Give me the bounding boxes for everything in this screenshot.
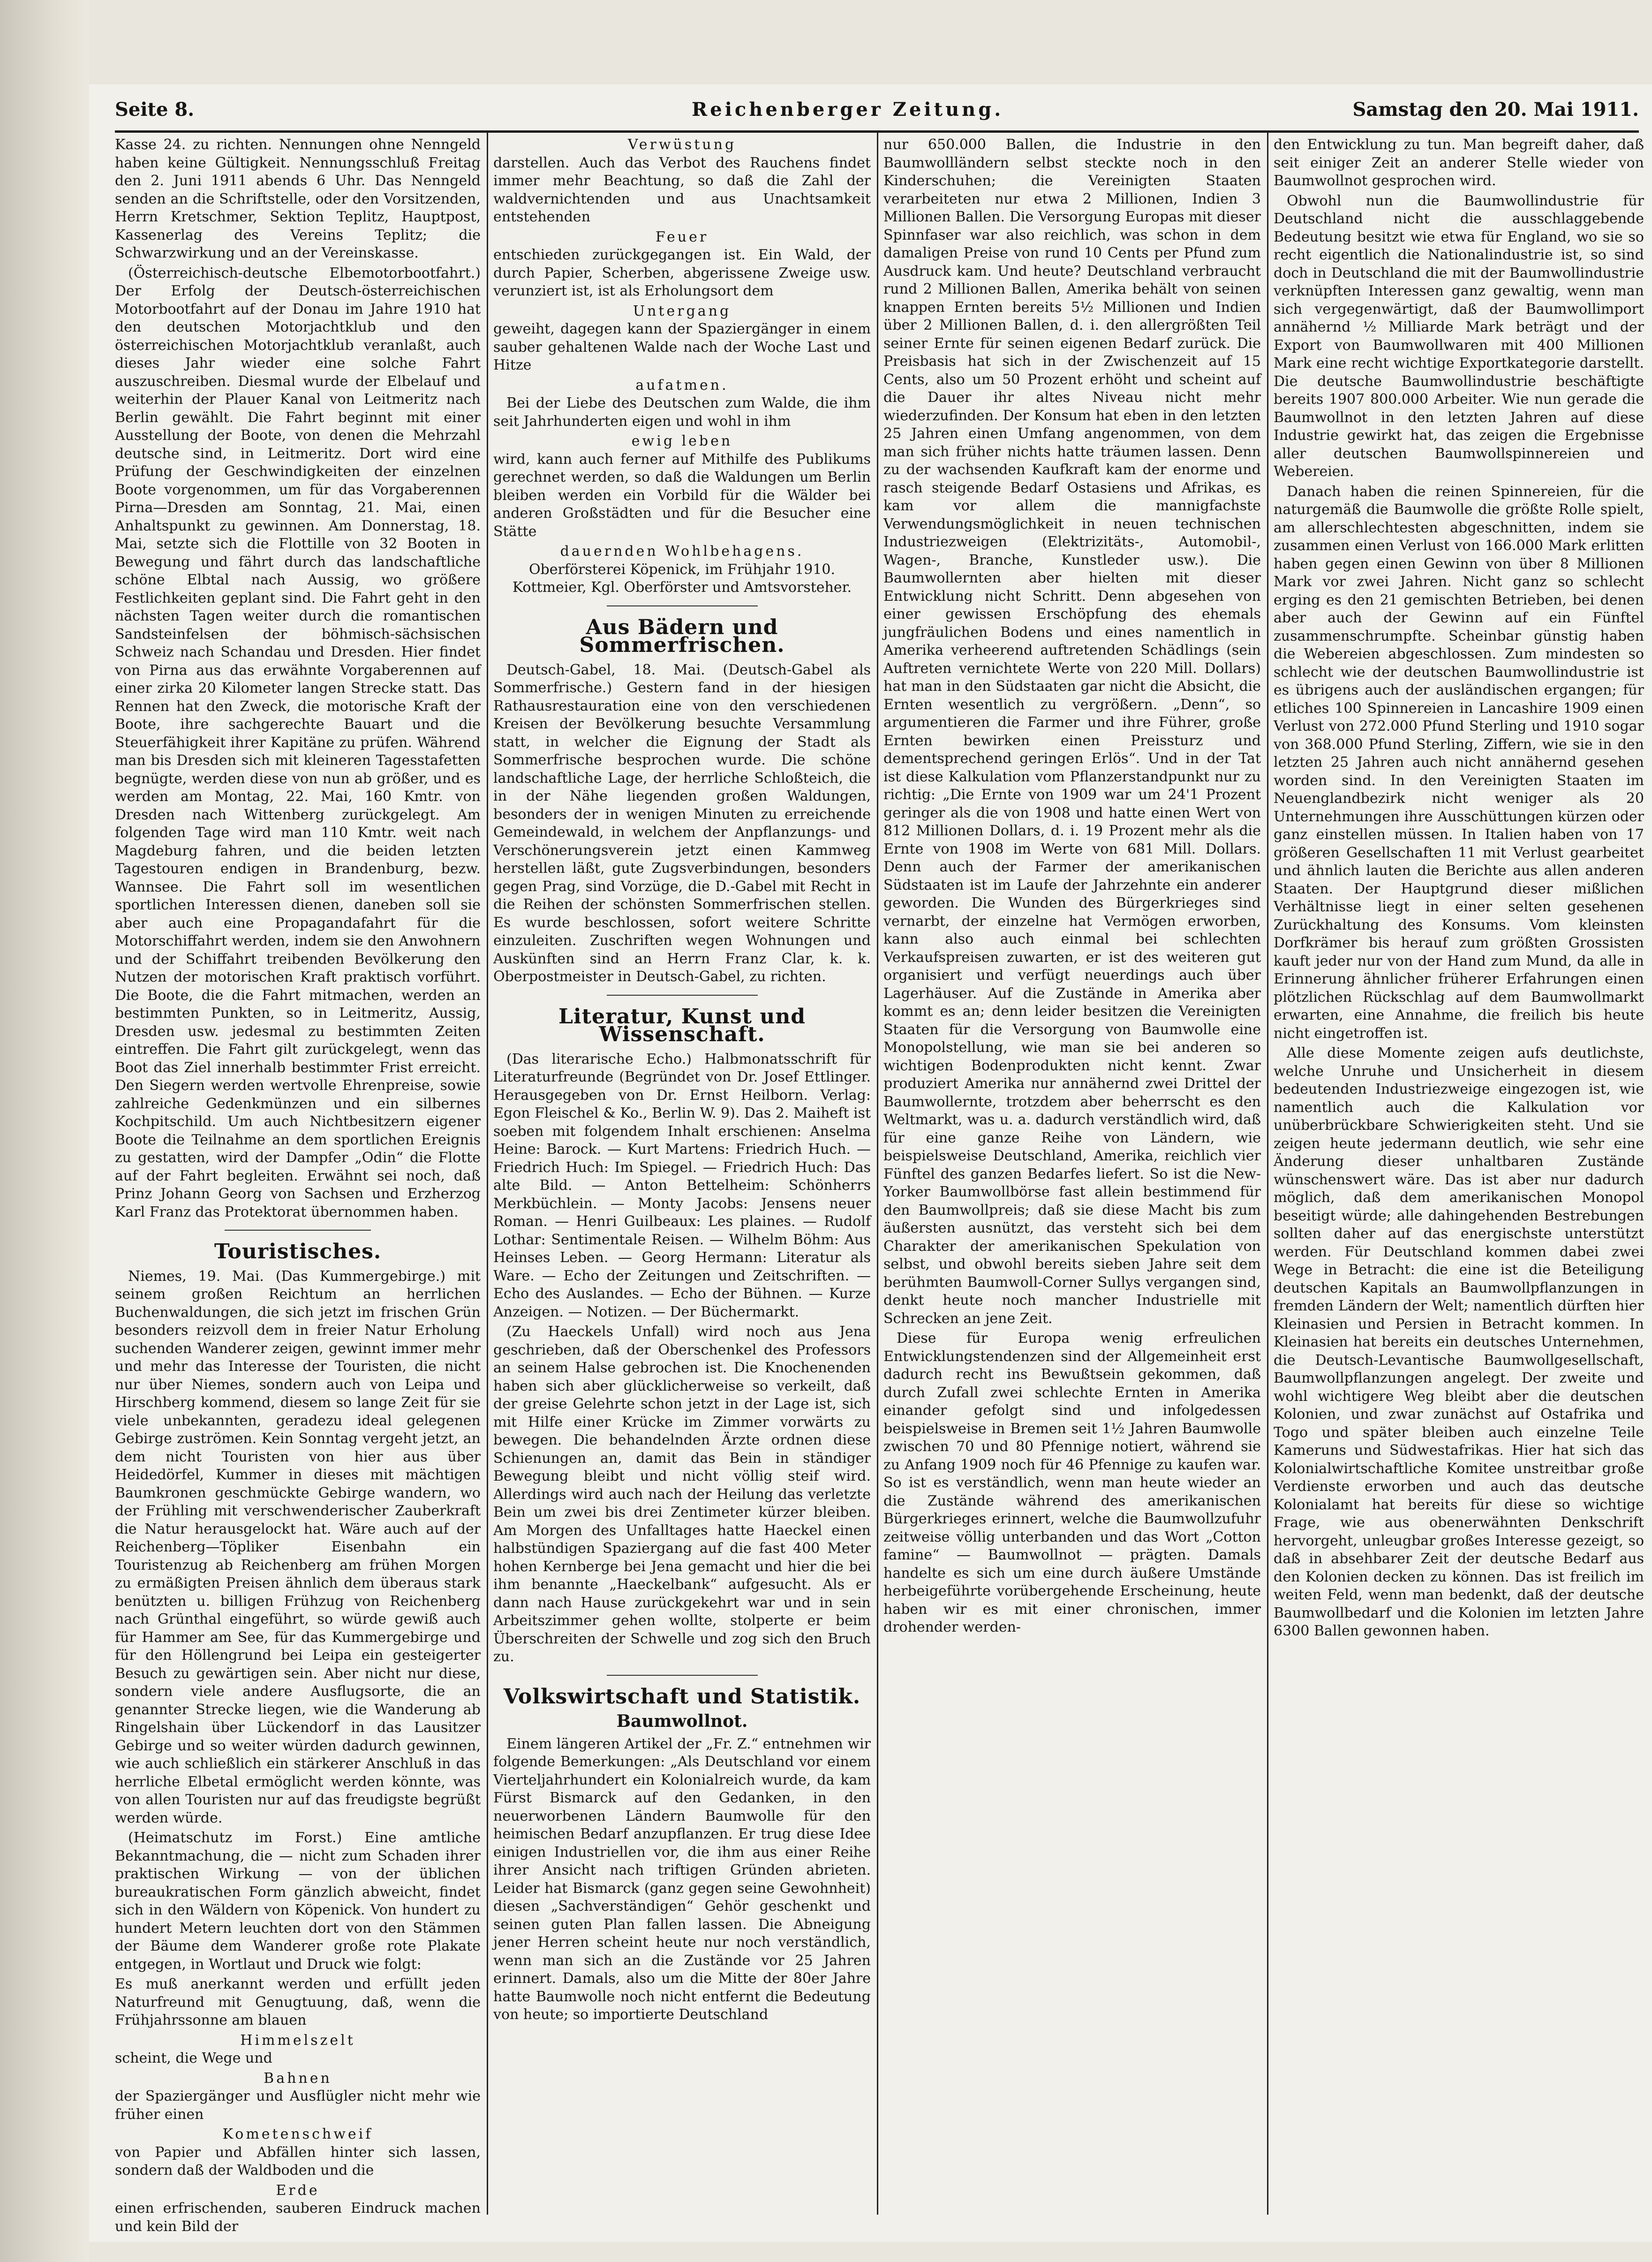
scan-edge-shadow xyxy=(0,0,89,2262)
article-paragraph: (Österreichisch-deutsche Elbemotorbootfahrt.) Der Erfolg der Deutsch-österreichischen Motorbootfahrt auf der Donau im Jahre 1910 hat den deutschen Motorjachtklub und den österreichischen Motorjachtklub veranlaßt, auch dieses Jahr wieder eine solche Fahrt auszuschreiben. Diesmal wurde der Elbelauf und weiterhin der Plauer Kanal von Leitmeritz nach Berlin gewählt. Die Fahrt beginnt mit einer Ausstellung der Boote, von denen die Mehrzahl deutsche sind, in Leitmeritz. Dort wird eine Prüfung der Geschwindigkeiten der einzelnen Boote vorgenommen, um für das Vorgaberennen Pirna—Dresden am Sonntag, 21. Mai, einen Anhaltspunkt zu gewinnen. Am Donnerstag, 18. Mai, setzte sich die Flottille von 32 Booten in Bewegung und fährt durch das landschaftliche schöne Elbtal nach Aussig, wo größere Festlichkeiten geplant sind. Die Fahrt geht in den nächsten Tagen weiter durch die romantischen Sandsteinfelsen der böhmisch-sächsischen Schweiz nach Schandau und Dresden. Hier findet von Pirna aus das erwähnte Vorgaberennen auf einer zirka 20 Kilometer langen Strecke statt. Das Rennen hat den Zweck, die motorische Kraft der Boote, ihre sachgerechte Bauart und die Steuerfähigkeit ihrer Kapitäne zu prüfen. Während man bis Dresden sich mit kleineren Tagesstafetten begnügte, werden diese von nun ab größer, und es werden am Montag, 22. Mai, 160 Kmtr. von Dresden nach Wittenberg zurückgelegt. Am folgenden Tage wird man 110 Kmtr. weit nach Magdeburg fahren, und die beiden letzten Tagestouren endigen in Brandenburg, bezw. Wannsee. Die Fahrt soll im wesentlichen sportlichen Interessen dienen, daneben soll sie aber auch eine Propagandafahrt für die Motorschiffahrt werden, indem sie den Anwohnern und der Schiffahrt treibenden Bevölkerung den Nutzen der motorischen Kraft praktisch vorführt. Die Boote, die die Fahrt mitmachen, werden an bestimmten Punkten, so in Leitmeritz, Aussig, Dresden usw. jedesmal zu bestimmten Zeiten eintreffen. Die Fahrt gilt zurückgelegt, wenn das Boot das Ziel innerhalb bestimmter Frist erreicht. Den Siegern werden wertvolle Ehrenpreise, sowie zahlreiche Gedenkmünzen und ein silbernes Kochpitschild. Um auch Nichtbesitzern eigener Boote die Teilnahme an dem sportlichen Ereignis zu gestatten, wird der Dampfer „Odin“ die Flotte auf der Fahrt begleiten. Erwähnt sei noch, daß Prinz Johann Georg von Sachsen und Erzherzog Karl Franz das Protektorat übernommen haben. xyxy=(115,265,481,1220)
notice-text: scheint, die Wege und xyxy=(115,2050,272,2066)
column-divider xyxy=(1267,132,1268,2215)
section-divider xyxy=(607,995,758,996)
article-paragraph: Obwohl nun die Baumwollindustrie für Deutschland nicht die ausschlaggebende Bedeutung besitzt wie etwa für England, wo sie so recht eigentlich die Nationalindustrie ist, so sind doch in Deutschland die mit der Baumwollindustrie verknüpften Interessen ganz gewaltig, wenn man sich vergegenwärtigt, daß der Baumwollimport annähernd ½ Milliarde Mark beträgt und der Export von Baumwollwaren mit 400 Millionen Mark eine recht wichtige Exportkategorie darstellt. Die deutsche Baumwollindustrie beschäftigte bereits 1907 800.000 Arbeiter. Wie nun gerade die Baumwollnot in den letzten Jahren auf diese Industrie gewirkt hat, das zeigen die Ergebnisse aller deutschen Baumwollspinnereien und Webereien. xyxy=(1274,192,1644,480)
article-paragraph: (Zu Haeckels Unfall) wird noch aus Jena geschrieben, daß der Oberschenkel des Professors an seinem Halse gebrochen ist. Die Knochenenden haben sich aber glücklicherweise so verkeilt, daß der greise Gelehrte schon jetzt in der Lage ist, sich mit Hilfe einer Krücke im Zimmer vorwärts zu bewegen. Die behandelnden Ärzte ordnen diese Schienungen an, damit das Bein in ständiger Bewegung bleibt und nicht völlig steif wird. Allerdings wird auch nach der Heilung das verletzte Bein um zwei bis drei Zentimeter kürzer bleiben. Am Morgen des Unfalltages hatte Haeckel einen halbstündigen Spaziergang auf die fast 400 Meter hohen Kernberge bei Jena gemacht und hier die bei ihm benannte „Haeckelbank“ aufgesucht. Als er dann nach Hause zurückgekehrt war und in sein Arbeitszimmer gehen wollte, stolperte er beim Überschreiten der Schwelle und zog sich den Bruch zu. xyxy=(493,1324,871,1665)
column-divider xyxy=(487,132,488,2215)
section-heading-touristisches: Touristisches. xyxy=(214,1240,382,1263)
notice-keyword: aufatmen. xyxy=(635,377,729,393)
article-paragraph: nur 650.000 Ballen, die Industrie in den Baumwollländern selbst steckte noch in den Kinderschuhen; die Vereinigten Staaten verarbeiteten nur etwa 2 Millionen, Indien 3 Millionen Ballen. Die Versorgung Europas mit dieser Spinnfaser war also reichlich, was schon in dem damaligen Preise von rund 10 Cents per Pfund zum Ausdruck kam. Und heute? Deutschland verbraucht rund 2 Millionen Ballen, Amerika behält von seinen knappen Ernten bereits 5½ Millionen und Indien über 2 Millionen Ballen, d. i. den allergrößten Teil seiner Ernte für seinen eigenen Bedarf zurück. Die Preisbasis hat sich in der Zwischenzeit auf 15 Cents, also um 50 Prozent erhöht und scheint auf die Dauer ihr altes Niveau nicht mehr wiederzufinden. Der Konsum hat eben in den letzten 25 Jahren einen Umfang angenommen, von dem man sich früher nichts hatte träumen lassen. Denn zu der wachsenden Kaufkraft kam der enorme und rasch steigende Bedarf Ostasiens und Afrikas, es kam vor allem die mannigfachste Verwendungsmöglichkeit in neuen technischen Industriezweigen (Elektrizitäts-, Automobil-, Wagen-, Branche, Kunstleder usw.). Die Baumwollernten aber hielten mit dieser Entwicklung nicht Schritt. Denn abgesehen von einer gewissen Erschöpfung des ehemals jungfräulichen Bodens und eines namentlich in Amerika verheerend auftretenden Schädlings (sein Auftreten vernichtete Werte von 220 Mill. Dollars) hat man in den Südstaaten gar nicht die Absicht, die Ernten wesentlich zu vergrößern. „Denn“, so argumentieren die Farmer und ihre Führer, große Ernten bewirken einen Preissturz und dementsprechend geringen Erlös“. Und in der Tat ist diese Kalkulation vom Pflanzerstandpunkt nur zu richtig: „Die Ernte von 1909 war um 24'1 Prozent geringer als die von 1908 und hatte einen Wert von 812 Millionen Dollars, d. i. 19 Prozent mehr als die Ernte von 1908 im Werte von 681 Mill. Dollars. Denn auch der Farmer der amerikanischen Südstaaten ist im Laufe der Jahrzehnte ein anderer geworden. Die Wunden des Bürgerkrieges sind vernarbt, der einzelne hat Vermögen erworben, kann also auch einmal bei schlechten Verkaufspreisen zuwarten, er ist des weiteren gut organisiert und verfügt neuerdings auch über Lagerhäuser. Auf die Zustände in Amerika aber kommt es an; denn leider besitzen die Vereinigten Staaten für die Versorgung von Baumwolle eine Monopolstellung, wie man sie bei anderen so wichtigen Bodenprodukten nicht kennt. Zwar produziert Amerika nur annähernd zwei Drittel der Baumwollernte, trotzdem aber beherrscht es den Weltmarkt, was u. a. dadurch verständlich wird, daß für eine ganze Reihe von Ländern, wie beispielsweise Deutschland, Amerika, reichlich vier Fünftel des ganzen Bedarfes liefert. So ist die New-Yorker Baumwollbörse fast allein bestimmend für den Baumwollpreis; daß sie diese Macht bis zum äußersten ausnützt, das versteht sich bei dem Charakter der amerikanischen Spekulation von selbst, und obwohl bereits sieben Jahre seit dem berühmten Baumwoll-Corner Sullys vergangen sind, denkt heute noch mancher Industrielle mit Schrecken an jene Zeit. xyxy=(883,136,1261,1327)
notice-keyword: Verwüstung xyxy=(627,136,737,153)
article-paragraph: Diese für Europa wenig erfreulichen Entwicklungstendenzen sind der Allgemeinheit erst dadurch recht ins Bewußtsein gekommen, daß durch Zufall zwei schlechte Ernten in Amerika einander gefolgt sind und infolgedessen beispielsweise in Bremen seit 1½ Jahren Baumwolle zwischen 70 und 80 Pfennige notiert, während sie zu Anfang 1909 noch für 46 Pfennige zu kaufen war. So ist es verständlich, wenn man heute wieder an die Zustände während des amerikanischen Bürgerkrieges erinnert, welche die Baumwollzufuhr zeitweise völlig unterbanden und das Wort „Cotton famine“ — Baumwollnot — prägten. Damals handelte es sich um eine durch äußere Umstände herbeigeführte vorübergehende Erscheinung, heute haben wir es mit einer chronischen, immer drohender werden- xyxy=(883,1330,1261,1635)
column-2 xyxy=(493,136,871,2209)
notice-text: Es muß anerkannt werden und erfüllt jeden Naturfreund mit Genugtuung, daß, wenn die Frühjahrssonne am blauen xyxy=(115,1976,481,2028)
article-paragraph: Danach haben die reinen Spinnereien, für die naturgemäß die Baumwolle die größte Rolle spielt, am allerschlechtesten abgeschnitten, indem sie zusammen einen Verlust von 166.000 Mark erlitten haben gegen einen Gewinn von über 8 Millionen Mark vor zwei Jahren. Nicht ganz so schlecht erging es den 21 gemischten Betrieben, bei denen aber auch der Gewinn auf ein Fünftel zusammenschrumpfte. Scheinbar günstig haben die Webereien abgeschlossen. Zum mindesten so schlecht wie der deutschen Baumwollindustrie ist es übrigens auch der ausländischen ergangen; für etliches 100 Spinnereien in Lancashire 1909 einen Verlust von 272.000 Pfund Sterling und 1910 sogar von 368.000 Pfund Sterling, Ziffern, wie sie in den letzten 25 Jahren auch nicht annähernd gesehen worden sind. In den Vereinigten Staaten im Neuenglandbezirk nicht weniger als 20 Unternehmungen ihre Ausschüttungen kürzen oder ganz einstellen müssen. In Italien haben von 17 größeren Gesellschaften 11 mit Verlust gearbeitet und ähnlich lauten die Berichte aus allen anderen Staaten. Der Hauptgrund dieser mißlichen Verhältnisse liegt in einer selten gesehenen Zurückhaltung des Konsums. Vom kleinsten Dorfkrämer bis herauf zum größten Grossisten kauft jeder nur von der Hand zum Mund, da alle in Erinnerung ähnlicher früherer Erfahrungen einen plötzlichen Rückschlag auf dem Baumwollmarkt erwarten, eine Annahme, die freilich bis heute nicht eingetroffen ist. xyxy=(1274,483,1644,1042)
article-paragraph: Einem längeren Artikel der „Fr. Z.“ entnehmen wir folgende Bemerkungen: „Als Deutschland vor einem Vierteljahrhundert ein Kolonialreich wurde, da kam Fürst Bismarck auf den Gedanken, in den neuerworbenen Ländern Baumwolle für den heimischen Bedarf anzupflanzen. Er trug diese Idee einigen Industriellen vor, die ihm aus einer Reihe ihrer Ansicht nach triftigen Gründen abrieten. Leider hat Bismarck (ganz gegen seine Gewohnheit) diesen „Sachverständigen“ Gehör geschenkt und seinen guten Plan fallen lassen. Die Abneigung jener Herren scheint heute nur noch verständlich, wenn man sich an die Zustände vor 25 Jahren erinnert. Damals, also um die Mitte der 80er Jahre hatte Baumwolle noch nicht entfernt die Bedeutung von heute; so importierte Deutschland xyxy=(493,1735,871,2023)
notice-text: von Papier und Abfällen hinter sich lassen, sondern daß der Waldboden und die xyxy=(115,2144,481,2179)
notice-text: wird, kann auch ferner auf Mithilfe des Publikums gerechnet werden, so daß die Waldungen um Berlin bleiben werden ein Vorbild für die Wälder bei anderen Großstädten und für die Besucher eine Stätte xyxy=(493,451,871,540)
section-heading-literatur: Literatur, Kunst und Wissenschaft. xyxy=(558,1004,806,1046)
article-paragraph: Alle diese Momente zeigen aufs deutlichste, welche Unruhe und Unsicherheit in diesem bedeutenden Industriezweige eingezogen ist, wie namentlich auch die Kalkulation vor unüberbrückbare Schwierigkeiten steht. Und sie zeigen heute jedermann deutlich, wie sehr eine Änderung dieser unhaltbaren Zustände wünschenswert wäre. Das ist aber nur dadurch möglich, daß dem amerikanischen Monopol beseitigt würde; alle dahingehenden Bestrebungen sollten daher auf das energischste unterstützt werden. Für Deutschland kommen dabei zwei Wege in Betracht: die eine ist die Beteiligung deutschen Kapitals an Baumwollpflanzungen in fremden Ländern der Welt; namentlich dürften hier Kleinasien und Persien in Betracht kommen. In Kleinasien hat bereits ein deutsches Unternehmen, die Deutsch-Levantische Baumwollgesellschaft, Baumwollpflanzungen angelegt. Der zweite und wohl wichtigere Weg bleibt aber die deutschen Kolonien, und zwar zunächst auf Ostafrika und Togo und später bleiben auch einzelne Teile Kameruns und Südwestafrikas. Hier hat sich das Kolonialwirtschaftliche Komitee unstreitbar große Verdienste erworben und auch das deutsche Kolonialamt hat bereits für diese so wichtige Frage, wie aus obenerwähnten Denkschrift hervorgeht, unleugbar großes Interesse gezeigt, so daß in absehbarer Zeit der deutsche Bedarf aus den Kolonien decken zu können. Das ist freilich im weiten Feld, wenn man bedenkt, daß der deutsche Baumwollbedarf und die Kolonien im letzten Jahre 6300 Ballen gewonnen haben. xyxy=(1274,1045,1644,1639)
page-number: Seite 8. xyxy=(115,98,195,121)
article-paragraph: (Das literarische Echo.) Halbmonatsschrift für Literaturfreunde (Begründet von Dr. Josef Ettlinger. Herausgegeben von Dr. Ernst Heilborn. Verlag: Egon Fleischel & Ko., Berlin W. 9). Das 2. Maiheft ist soeben mit folgendem Inhalt erschienen: Anselma Heine: Barock. — Kurt Martens: Friedrich Huch. — Friedrich Huch: Im Spiegel. — Friedrich Huch: Das alte Bild. — Anton Bettelheim: Schönherrs Merkbüchlein. — Monty Jacobs: Jensens neuer Roman. — Henri Guilbeaux: Les plaines. — Rudolf Lothar: Sentimentale Reisen. — Wilhelm Böhm: Aus Heinses Leben. — Georg Hermann: Literatur als Ware. — Echo der Zeitungen und Zeitschriften. — Echo des Auslandes. — Echo der Bühnen. — Kurze Anzeigen. — Notizen. — Der Büchermarkt. xyxy=(493,1051,871,1320)
column-3 xyxy=(883,136,1261,2209)
notice-keyword: Himmelszelt xyxy=(240,2032,355,2049)
masthead-title: Reichenberger Zeitung. xyxy=(692,98,1004,121)
notice-signature: Kottmeier, Kgl. Oberförster und Amtsvorsteher. xyxy=(512,579,852,596)
issue-date: Samstag den 20. Mai 1911. xyxy=(1352,98,1639,121)
column-divider xyxy=(877,132,878,2215)
section-heading-baeder: Aus Bädern und Sommerfrischen. xyxy=(579,615,785,657)
article-paragraph: den Entwicklung zu tun. Man begreift daher, daß seit einiger Zeit an anderer Stelle wieder von Baumwollnot gesprochen wird. xyxy=(1274,136,1644,189)
column-1 xyxy=(115,136,481,2235)
article-paragraph: Niemes, 19. Mai. (Das Kummergebirge.) mit seinem großen Reichtum an herrlichen Buchenwaldungen, die sich jetzt im frischen Grün besonders reizvoll dem in freier Natur Erholung suchenden Wanderer zeigen, gewinnt immer mehr und mehr das Interesse der Touristen, die nicht nur über Niemes, sondern auch von Leipa und Hirschberg kommend, diesem so lange Zeit für sie viele unbekannten, geradezu ideal gelegenen Gebirge zuströmen. Kein Sonntag vergeht jetzt, an dem nicht Touristen von hier aus über Heidedörfel, Kummer in dieses mit mächtigen Baumkronen geschmückte Gebirge wandern, wo der Frühling mit verschwenderischer Zauberkraft die Natur herausgelockt hat. Wäre auch auf der Reichenberg—Töpliker Eisenbahn ein Touristenzug ab Reichenberg am frühen Morgen zu ermäßigten Preisen ähnlich dem überaus stark benützten u. billigen Frühzug von Reichenberg nach Grünthal eingeführt, so würde gewiß auch für Hammer am See, für das Kummergebirge und für den Höllengrund bei Leipa ein gesteigerter Besuch zu gewärtigen sein. Aber nicht nur diese, sondern viele andere Ausflugsorte, die an genannter Strecke liegen, wie die Wanderung ab Ringelshain über Lückendorf in das Lausitzer Gebirge und so weiter würden dadurch gewinnen, wie auch schließlich ein stärkerer Anschluß in das herrliche Elbetal ermöglicht werden könnte, was von allen Touristen nur auf das freudigste begrüßt werden würde. xyxy=(115,1268,481,1826)
section-heading-volkswirtschaft: Volkswirtschaft und Statistik. xyxy=(503,1684,861,1709)
article-paragraph: (Heimatschutz im Forst.) Eine amtliche Bekanntmachung, die — nicht zum Schaden ihrer praktischen Wirkung — von der üblichen bureaukratischen Form gänzlich abweicht, findet sich in den Wäldern von Köpenick. Von hundert zu hundert Metern leuchten dort von den Stämmen der Bäume dem Wanderer große rote Plakate entgegen, in Wortlaut und Druck wie folgt: xyxy=(115,1830,481,1973)
notice-keyword: Feuer xyxy=(655,228,709,245)
notice-keyword: ewig leben xyxy=(631,433,733,449)
notice-text: geweiht, dagegen kann der Spaziergänger in einem sauber gehaltenen Walde nach der Woche Last und Hitze xyxy=(493,321,871,373)
notice-keyword: dauernden Wohlbehagens. xyxy=(560,543,804,560)
section-divider xyxy=(607,605,758,606)
notice-keyword: Bahnen xyxy=(264,2070,332,2087)
section-divider xyxy=(607,1675,758,1676)
article-paragraph: Kasse 24. zu richten. Nennungen ohne Nenngeld haben keine Gültigkeit. Nennungsschluß Freitag den 2. Juni 1911 abends 6 Uhr. Das Nenngeld senden an die Schriftstelle, oder den Vorsitzenden, Herrn Kretschmer, Sektion Teplitz, Hauptpost, Kassenerlag des Vereins Teplitz; die Schwarzwirkung und an der Vereinskasse. xyxy=(115,136,481,261)
notice-keyword: Untergang xyxy=(633,303,732,319)
notice-text: der Spaziergänger und Ausflügler nicht mehr wie früher einen xyxy=(115,2088,481,2123)
notice-keyword: Erde xyxy=(276,2182,320,2199)
article-title-baumwollnot: Baumwollnot. xyxy=(616,1711,748,1731)
article-paragraph: Deutsch-Gabel, 18. Mai. (Deutsch-Gabel als Sommerfrische.) Gestern fand in der hiesigen Rathausrestauration eine von den verschiedenen Kreisen der Bevölkerung besuchte Versammlung statt, in welcher die Eignung der Stadt als Sommerfrische besprochen wurde. Die schöne landschaftliche Lage, der herrliche Schloßteich, die in der Nähe liegenden großen Waldungen, besonders der in wenigen Minuten zu erreichende Gemeindewald, in welchem der Anpflanzungs- und Verschönerungsverein jetzt einen Kammweg herstellen läßt, gute Zugsverbindungen, besonders gegen Prag, sind Vorzüge, die D.-Gabel mit Recht in die Reihen der schönsten Sommerfrischen stellen. Es wurde beschlossen, sofort weitere Schritte einzuleiten. Zuschriften wegen Wohnungen und Auskünften sind an Herrn Franz Clar, k. k. Oberpostmeister in Deutsch-Gabel, zu richten. xyxy=(493,661,871,985)
notice-text: einen erfrischenden, sauberen Eindruck machen und kein Bild der xyxy=(115,2200,481,2235)
notice-keyword: Kometenschweif xyxy=(222,2126,373,2142)
notice-text: darstellen. Auch das Verbot des Rauchens findet immer mehr Beachtung, so daß die Zahl der waldvernichtenden und aus Unachtsamkeit entstehenden xyxy=(493,154,871,225)
column-4 xyxy=(1274,136,1644,2209)
notice-text: Bei der Liebe des Deutschen zum Walde, die ihm seit Jahrhunderten eigen und wohl in ihm xyxy=(493,395,871,430)
section-divider xyxy=(225,1230,371,1231)
page-header xyxy=(115,94,1639,127)
notice-text: entschieden zurückgegangen ist. Ein Wald, der durch Papier, Scherben, abgerissene Zweige usw. verunziert ist, ist als Erholungsort dem xyxy=(493,247,871,299)
notice-signature: Oberförsterei Köpenick, im Frühjahr 1910. xyxy=(528,561,836,578)
